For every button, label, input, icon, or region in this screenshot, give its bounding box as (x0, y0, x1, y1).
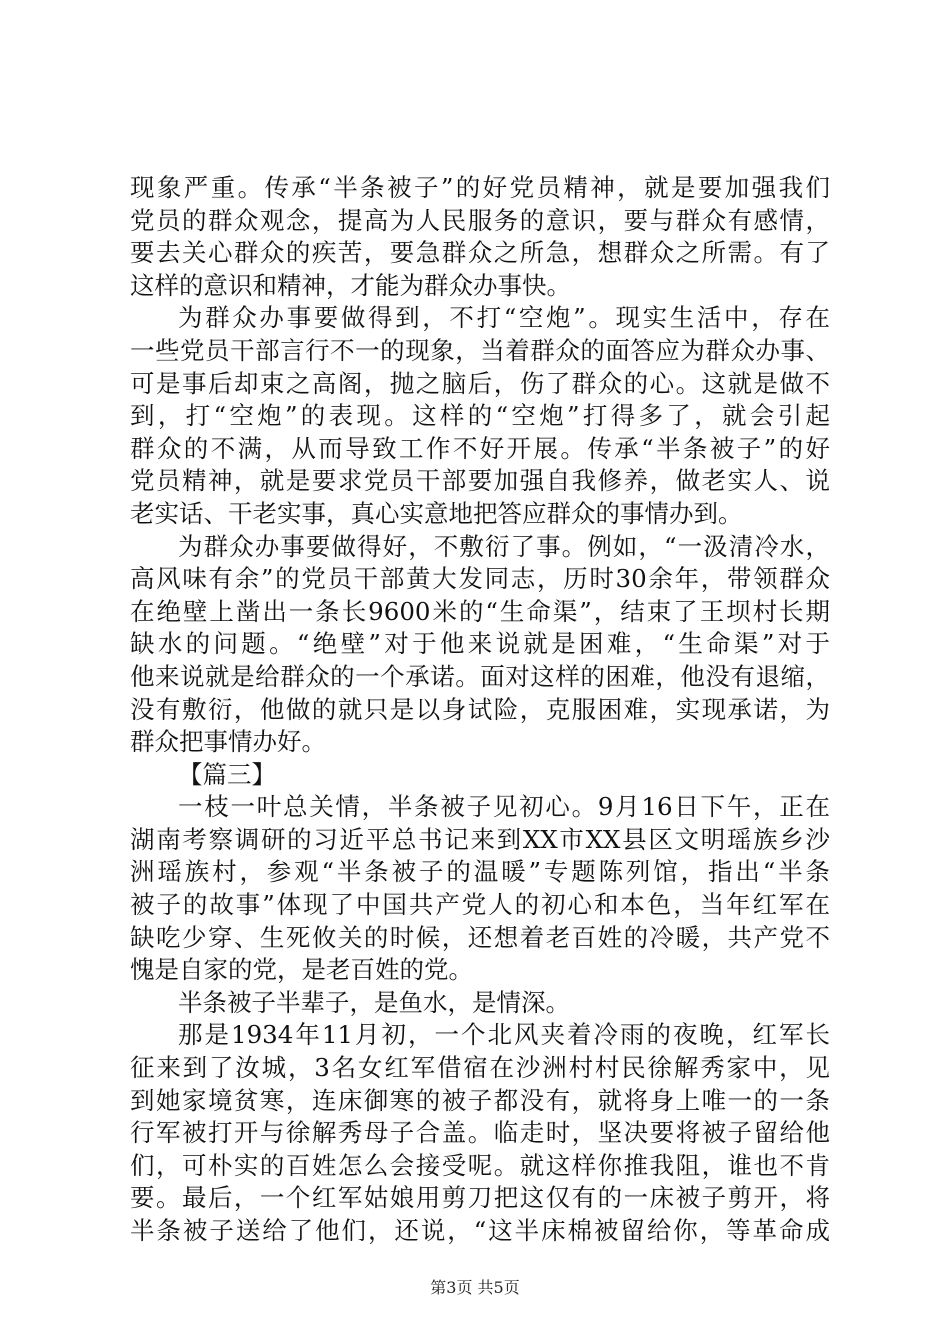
body-text (130, 172, 830, 1248)
text-line: 他来说就是给群众的一个承诺。面对这样的困难，他没有退缩， (130, 661, 830, 691)
text-line: 愧是自家的党，是老百姓的党。 (130, 955, 473, 985)
text-line: 要。最后，一个红军姑娘用剪刀把这仅有的一床被子剪开，将 (130, 1183, 830, 1213)
text-line: 缺水的问题。“绝壁”对于他来说就是困难，“生命渠”对于 (130, 629, 830, 659)
text-line: 要去关心群众的疾苦，要急群众之所急，想群众之所需。有了 (130, 238, 830, 268)
text-line: 那是1934年11月初，一个北风夹着冷雨的夜晚，红军长 (178, 1020, 830, 1050)
section-heading: 【篇三】 (178, 759, 276, 789)
text-line: 行军被打开与徐解秀母子合盖。临走时，坚决要将被子留给他 (130, 1118, 830, 1148)
text-line: 党员精神，就是要求党员干部要加强自我修养，做老实人、说 (130, 466, 830, 496)
text-line: 半条被子送给了他们，还说，“这半床棉被留给你，等革命成 (130, 1216, 830, 1245)
text-line: 为群众办事要做得好，不敷衍了事。例如，“一汲清冷水， (178, 531, 830, 561)
text-line: 在绝壁上凿出一条长9600米的“生命渠”，结束了王坝村长期 (130, 596, 830, 626)
text-line: 到她家境贫寒，连床御寒的被子都没有，就将身上唯一的一条 (130, 1085, 830, 1115)
text-line: 为群众办事要做得到，不打“空炮”。现实生活中，存在 (178, 303, 830, 333)
text-line: 被子的故事”体现了中国共产党人的初心和本色，当年红军在 (130, 890, 830, 920)
text-line: 到，打“空炮”的表现。这样的“空炮”打得多了，就会引起 (130, 401, 830, 431)
text-line: 高风味有余”的党员干部黄大发同志，历时30余年，带领群众 (130, 564, 830, 594)
text-line: 可是事后却束之高阁，抛之脑后，伤了群众的心。这就是做不 (130, 368, 830, 398)
text-line: 缺吃少穿、生死攸关的时候，还想着老百姓的冷暖，共产党不 (130, 922, 830, 952)
text-line: 群众的不满，从而导致工作不好开展。传承“半条被子”的好 (130, 433, 830, 463)
text-line: 湖南考察调研的习近平总书记来到XX市XX县区文明瑶族乡沙 (130, 824, 830, 854)
text-line: 一些党员干部言行不一的现象，当着群众的面答应为群众办事、 (130, 335, 830, 365)
page-number-footer: 第3页 共5页 (430, 1278, 520, 1297)
text-line: 一枝一叶总关情，半条被子见初心。9月16日下午，正在 (178, 792, 830, 822)
text-line: 们，可朴实的百姓怎么会接受呢。就这样你推我阻，谁也不肯 (130, 1150, 830, 1180)
text-line: 半条被子半辈子，是鱼水，是情深。 (178, 987, 570, 1017)
text-line: 党员的群众观念，提高为人民服务的意识，要与群众有感情， (130, 205, 830, 235)
text-line: 这样的意识和精神，才能为群众办事快。 (130, 270, 571, 300)
text-line: 老实话、干老实事，真心实意地把答应群众的事情办到。 (130, 498, 743, 528)
text-line: 征来到了汝城，3名女红军借宿在沙洲村村民徐解秀家中，见 (130, 1053, 830, 1083)
text-line: 洲瑶族村，参观“半条被子的温暖”专题陈列馆，指出“半条 (130, 857, 830, 887)
text-line: 群众把事情办好。 (130, 727, 326, 757)
text-line: 现象严重。传承“半条被子”的好党员精神，就是要加强我们 (130, 173, 830, 202)
text-line: 没有敷衍，他做的就只是以身试险，克服困难，实现承诺，为 (130, 694, 830, 724)
